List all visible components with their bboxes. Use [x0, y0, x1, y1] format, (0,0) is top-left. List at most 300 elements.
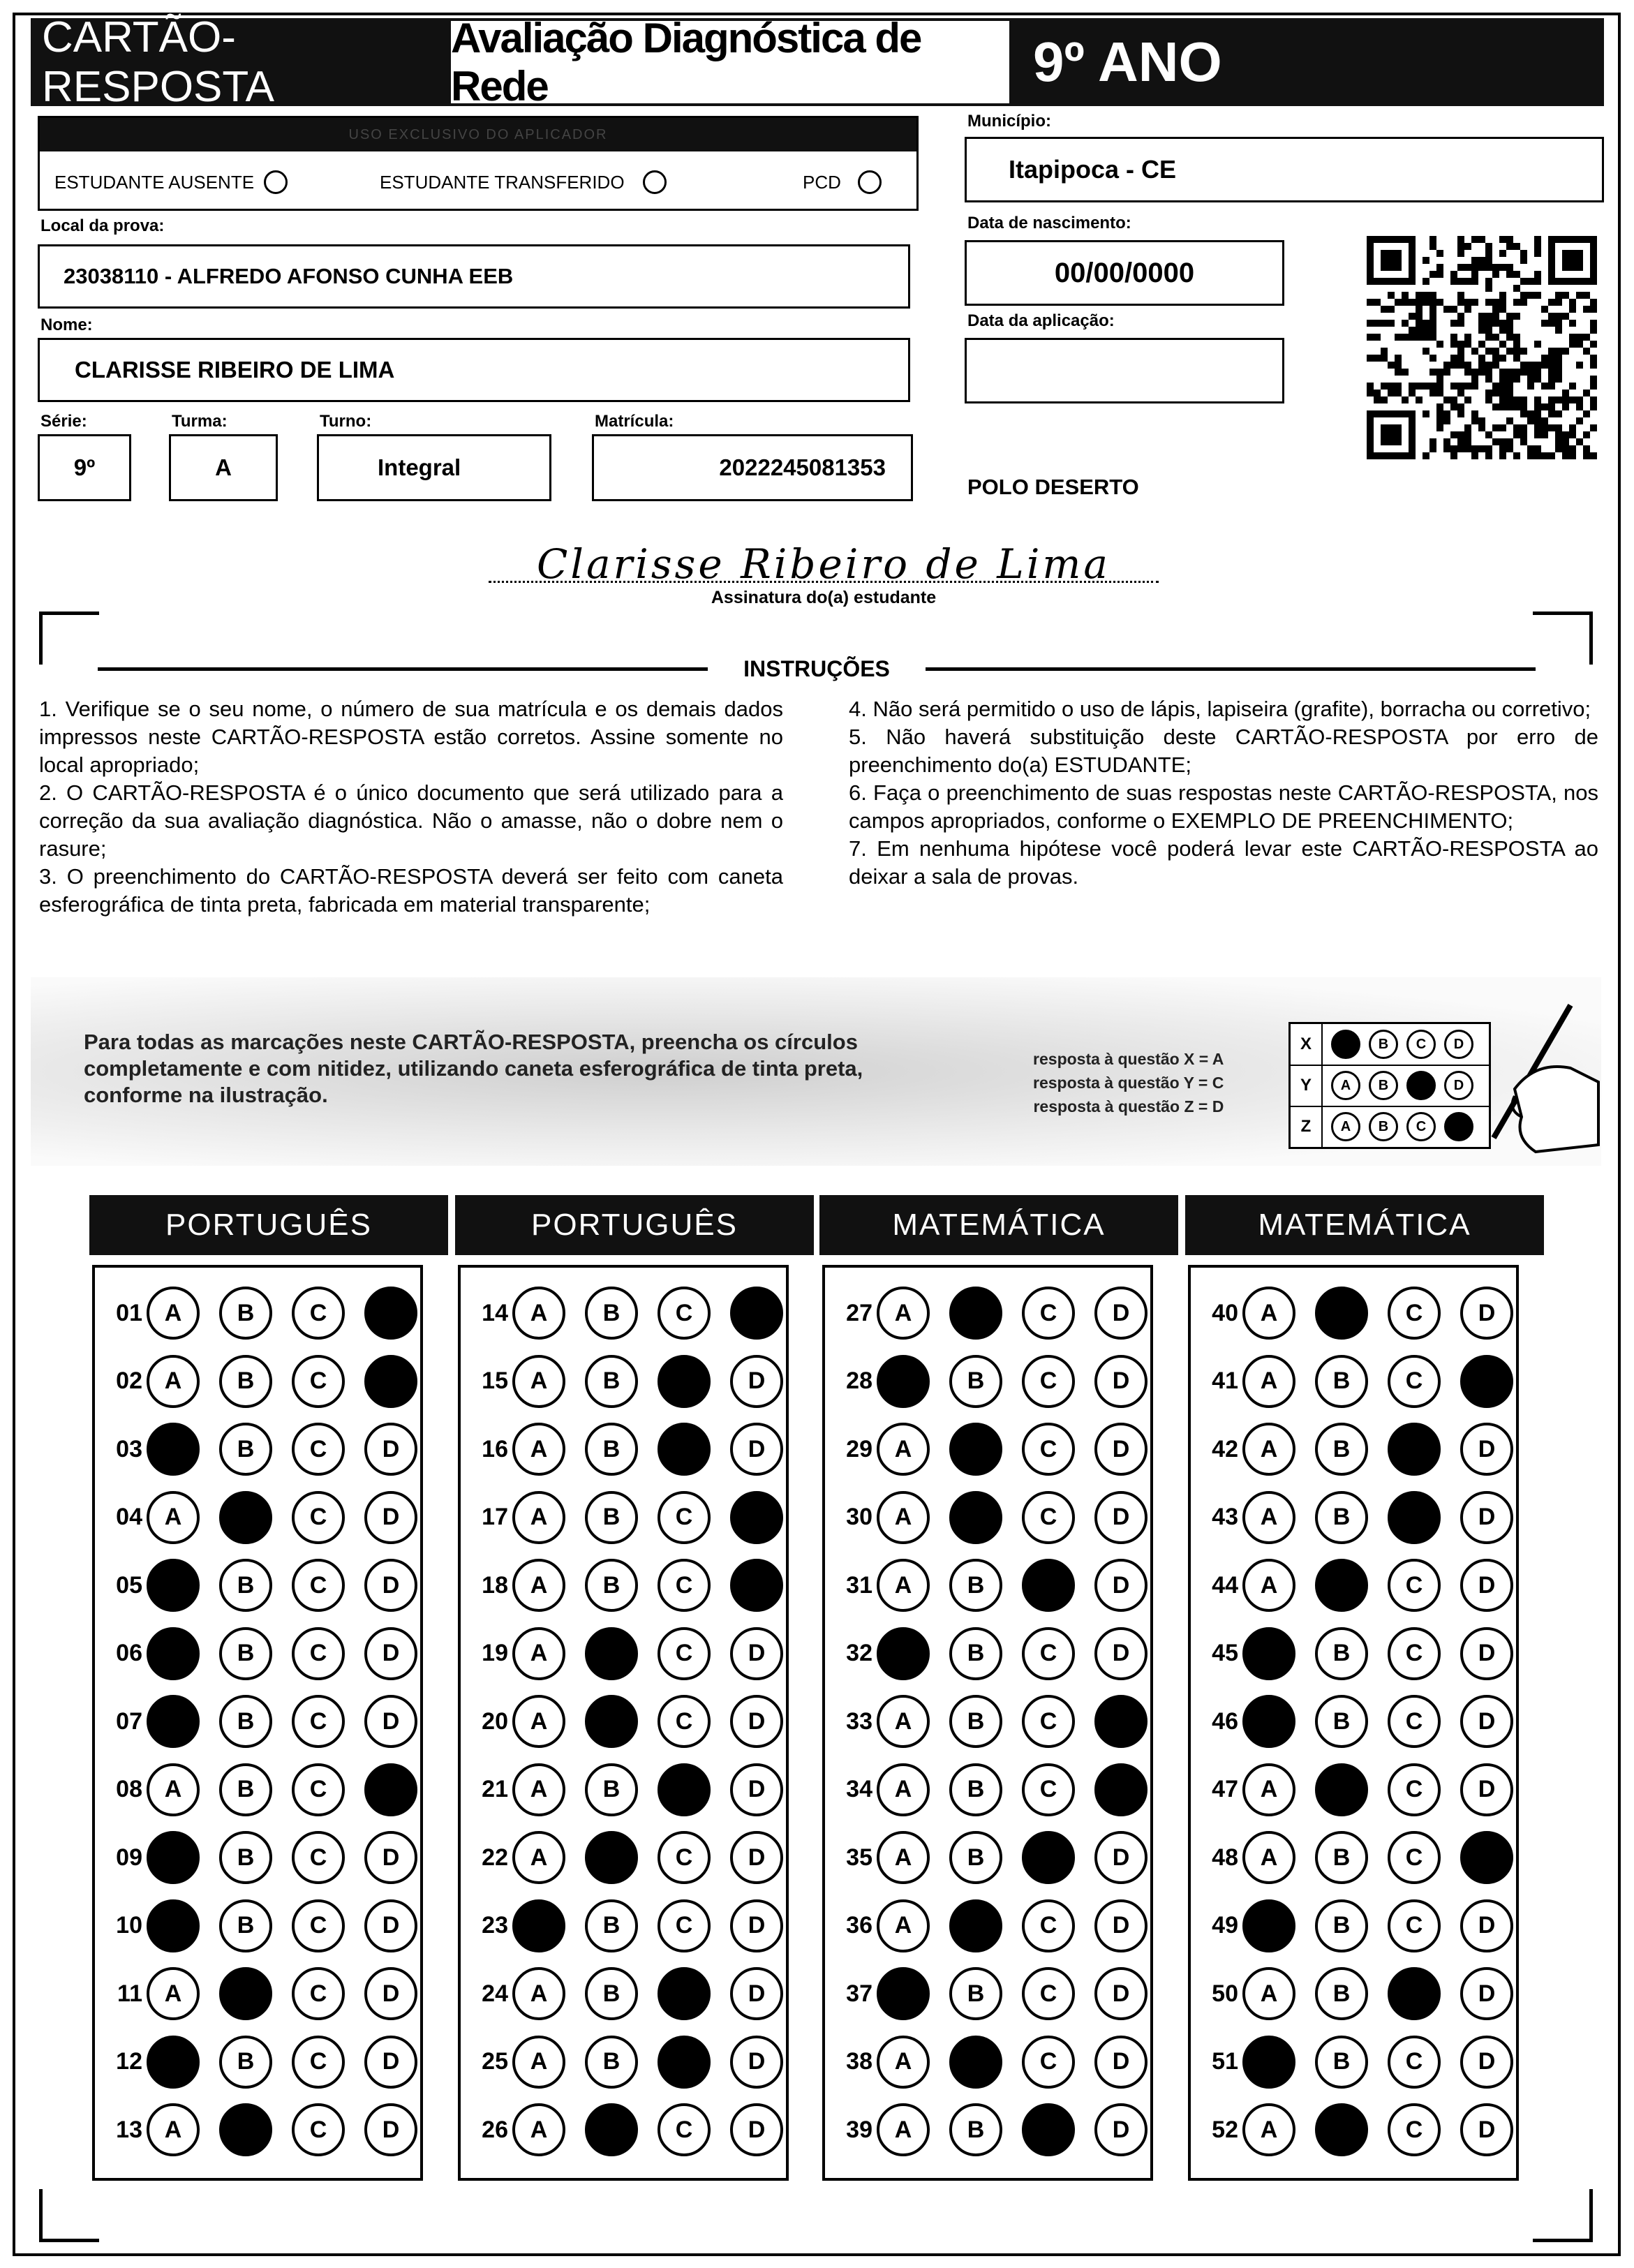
example-bubble-d: D — [1444, 1112, 1473, 1141]
answer-bubble-b[interactable]: B — [1315, 1287, 1368, 1340]
answer-bubble-b[interactable]: B — [585, 1695, 638, 1748]
answer-bubble-d[interactable]: D — [730, 1627, 783, 1680]
answer-bubble-a[interactable]: A — [512, 1559, 565, 1612]
answer-bubble-b[interactable]: B — [949, 1627, 1002, 1680]
transferred-option[interactable] — [380, 170, 667, 194]
matricula-label: Matrícula: — [595, 412, 674, 431]
answer-bubble-c[interactable]: C — [292, 1899, 345, 1952]
answer-bubble-c[interactable]: C — [658, 1559, 711, 1612]
question-number: 05 — [116, 1571, 142, 1599]
answer-bubble-b[interactable]: B — [219, 1355, 272, 1408]
question-number: 31 — [846, 1571, 872, 1599]
instruction-1: 1. Verifique se o seu nome, o número de sua matrícula e os demais dados impressos neste CARTÃO-RESPOSTA estão corretos. Assine somente no local apropriado; — [39, 697, 783, 777]
answer-bubble-a[interactable]: A — [147, 1423, 200, 1476]
answer-bubble-b[interactable]: B — [949, 2036, 1002, 2089]
answer-bubble-a[interactable]: A — [512, 1627, 565, 1680]
answer-bubble-a[interactable]: A — [1242, 1355, 1295, 1408]
answer-bubble-a[interactable]: A — [147, 2103, 200, 2156]
example-row-label: Y — [1291, 1065, 1323, 1106]
answer-bubble-c[interactable]: C — [658, 2103, 711, 2156]
answer-bubble-a[interactable]: A — [877, 1423, 930, 1476]
answer-bubble-d[interactable]: D — [1460, 1287, 1513, 1340]
question-number: 32 — [846, 1640, 872, 1666]
answer-bubble-c[interactable]: C — [658, 1899, 711, 1952]
answer-bubble-c[interactable]: C — [292, 1831, 345, 1884]
answer-bubble-a[interactable]: A — [877, 1831, 930, 1884]
answer-bubble-a[interactable]: A — [1242, 1695, 1295, 1748]
instructions-left — [39, 695, 783, 919]
answer-bubble-b[interactable]: B — [1315, 1627, 1368, 1680]
answer-bubble-c[interactable]: C — [658, 2036, 711, 2089]
question-row — [1191, 2098, 1533, 2161]
question-number: 01 — [116, 1299, 142, 1326]
question-row — [461, 1418, 803, 1481]
answer-bubble-a[interactable]: A — [512, 2103, 565, 2156]
answer-bubble-d[interactable]: D — [1460, 1763, 1513, 1816]
answer-bubble-b[interactable]: B — [219, 1423, 272, 1476]
answer-bubble-c[interactable]: C — [1022, 1355, 1075, 1408]
answer-bubble-b[interactable]: B — [949, 1763, 1002, 1816]
answer-bubble-a[interactable]: A — [147, 2036, 200, 2089]
answer-bubble-c[interactable]: C — [1022, 1559, 1075, 1612]
assessment-title: Avaliação Diagnóstica de Rede — [451, 21, 1009, 103]
answer-bubble-b[interactable]: B — [219, 1695, 272, 1748]
question-number: 12 — [116, 2048, 142, 2075]
answer-bubble-c[interactable]: C — [1388, 1899, 1441, 1952]
answer-bubble-c[interactable]: C — [292, 1967, 345, 2020]
answer-bubble-b[interactable]: B — [1315, 1763, 1368, 1816]
answer-bubble-c[interactable]: C — [1388, 1695, 1441, 1748]
answer-bubble-c[interactable]: C — [1022, 1423, 1075, 1476]
answer-bubble-a[interactable]: A — [147, 1831, 200, 1884]
bottom-corner-right — [1533, 2189, 1593, 2242]
answer-bubble-b[interactable]: B — [949, 1695, 1002, 1748]
answer-bubble-d[interactable]: D — [1094, 1967, 1147, 2020]
answer-bubble-a[interactable]: A — [512, 1967, 565, 2020]
answer-bubble-d[interactable]: D — [730, 1831, 783, 1884]
answer-column — [92, 1265, 423, 2181]
answer-bubble-a[interactable]: A — [1242, 1423, 1295, 1476]
answer-bubble-d[interactable]: D — [364, 1831, 417, 1884]
question-number: 19 — [482, 1640, 508, 1666]
answer-bubble-d[interactable]: D — [1460, 1491, 1513, 1544]
answer-bubble-c[interactable]: C — [292, 1491, 345, 1544]
answer-bubble-d[interactable]: D — [364, 1695, 417, 1748]
answer-bubble-d[interactable]: D — [1460, 1355, 1513, 1408]
municipio-value: Itapipoca - CE — [1009, 155, 1177, 184]
answer-bubble-b[interactable]: B — [1315, 1967, 1368, 2020]
question-row — [825, 1486, 1167, 1549]
answer-bubble-d[interactable]: D — [730, 2036, 783, 2089]
answer-bubble-b[interactable]: B — [949, 1967, 1002, 2020]
answer-bubble-d[interactable]: D — [1094, 1355, 1147, 1408]
answer-bubble-c[interactable]: C — [292, 1355, 345, 1408]
answer-bubble-d[interactable]: D — [364, 1423, 417, 1476]
question-number: 02 — [116, 1368, 142, 1394]
question-row — [95, 1895, 437, 1957]
question-number: 26 — [482, 2116, 508, 2143]
answer-bubble-b[interactable]: B — [1315, 1355, 1368, 1408]
answer-bubble-b[interactable]: B — [585, 1967, 638, 2020]
answer-bubble-a[interactable]: A — [877, 1491, 930, 1544]
answer-bubble-b[interactable]: B — [949, 2103, 1002, 2156]
polo-text: POLO DESERTO — [967, 475, 1139, 499]
answer-bubble-d[interactable]: D — [1094, 1695, 1147, 1748]
answer-bubble-a[interactable]: A — [512, 1355, 565, 1408]
answer-bubble-d[interactable]: D — [1460, 1423, 1513, 1476]
answer-bubble-d[interactable]: D — [1094, 1627, 1147, 1680]
answer-bubble-b[interactable]: B — [219, 1627, 272, 1680]
answer-bubble-a[interactable]: A — [147, 1355, 200, 1408]
answer-bubble-d[interactable]: D — [730, 1695, 783, 1748]
example-bubble-d: D — [1444, 1071, 1473, 1100]
answer-bubble-d[interactable]: D — [1460, 1967, 1513, 2020]
answer-bubble-d[interactable]: D — [364, 1899, 417, 1952]
answer-bubble-d[interactable]: D — [1094, 1423, 1147, 1476]
answer-bubble-d[interactable]: D — [364, 1287, 417, 1340]
answer-bubble-d[interactable]: D — [1094, 2036, 1147, 2089]
answer-bubble-d[interactable]: D — [1460, 1627, 1513, 1680]
answer-bubble-d[interactable]: D — [1460, 1831, 1513, 1884]
answer-bubble-d[interactable]: D — [730, 1763, 783, 1816]
answer-bubble-b[interactable]: B — [949, 1831, 1002, 1884]
instructions-corner-left — [39, 612, 99, 665]
answer-bubble-a[interactable]: A — [1242, 1559, 1295, 1612]
answer-bubble-a[interactable]: A — [147, 1967, 200, 2020]
answer-bubble-a[interactable]: A — [877, 1695, 930, 1748]
answer-bubble-b[interactable]: B — [585, 1287, 638, 1340]
answer-bubble-d[interactable]: D — [364, 2103, 417, 2156]
answer-bubble-c[interactable]: C — [658, 1763, 711, 1816]
hand-pen-illustration — [1452, 998, 1605, 1159]
question-row — [461, 1690, 803, 1753]
question-number: 49 — [1212, 1912, 1238, 1939]
answer-bubble-c[interactable]: C — [292, 1763, 345, 1816]
instructions-right — [849, 695, 1598, 891]
question-number: 13 — [116, 2116, 142, 2143]
application-field[interactable] — [965, 338, 1284, 403]
example-bubble-b: B — [1369, 1112, 1398, 1141]
answer-bubble-c[interactable]: C — [1022, 2103, 1075, 2156]
question-row — [461, 1758, 803, 1821]
answer-bubble-d[interactable]: D — [364, 1763, 417, 1816]
answer-bubble-a[interactable]: A — [512, 1287, 565, 1340]
answer-bubble-a[interactable]: A — [877, 1355, 930, 1408]
answer-bubble-d[interactable]: D — [1460, 1695, 1513, 1748]
question-number: 50 — [1212, 1980, 1238, 2007]
subject-title: PORTUGUÊS — [89, 1195, 448, 1255]
answer-bubble-b[interactable]: B — [949, 1423, 1002, 1476]
question-number: 23 — [482, 1912, 508, 1939]
answer-bubble-b[interactable]: B — [1315, 1491, 1368, 1544]
turno-label: Turno: — [320, 412, 372, 431]
answer-bubble-d[interactable]: D — [730, 2103, 783, 2156]
question-number: 14 — [482, 1299, 508, 1326]
answer-bubble-c[interactable]: C — [292, 2103, 345, 2156]
answer-bubble-a[interactable]: A — [512, 1831, 565, 1884]
answer-bubble-b[interactable]: B — [1315, 1899, 1368, 1952]
answer-bubble-d[interactable]: D — [730, 1423, 783, 1476]
pcd-circle[interactable] — [858, 170, 882, 194]
answer-bubble-a[interactable]: A — [512, 1423, 565, 1476]
answer-column — [1188, 1265, 1519, 2181]
answer-bubble-c[interactable]: C — [658, 1627, 711, 1680]
answer-bubble-d[interactable]: D — [1460, 1899, 1513, 1952]
answer-bubble-b[interactable]: B — [1315, 1559, 1368, 1612]
answer-bubble-b[interactable]: B — [949, 1491, 1002, 1544]
answer-bubble-a[interactable]: A — [1242, 1763, 1295, 1816]
location-label: Local da prova: — [40, 216, 165, 235]
absent-circle[interactable] — [264, 170, 288, 194]
question-number: 36 — [846, 1912, 872, 1939]
answer-bubble-c[interactable]: C — [1022, 1763, 1075, 1816]
question-number: 45 — [1212, 1640, 1238, 1666]
answer-bubble-b[interactable]: B — [585, 2036, 638, 2089]
answer-bubble-c[interactable]: C — [1022, 1967, 1075, 2020]
answer-bubble-c[interactable]: C — [658, 1287, 711, 1340]
answer-bubble-c[interactable]: C — [1022, 1287, 1075, 1340]
question-row — [825, 1758, 1167, 1821]
answer-bubble-c[interactable]: C — [1388, 1967, 1441, 2020]
question-row — [461, 1962, 803, 2025]
answer-bubble-a[interactable]: A — [877, 1627, 930, 1680]
question-row — [461, 1622, 803, 1685]
answer-bubble-d[interactable]: D — [1094, 2103, 1147, 2156]
answer-bubble-b[interactable]: B — [585, 1627, 638, 1680]
question-row — [95, 1622, 437, 1685]
answer-bubble-a[interactable]: A — [512, 1763, 565, 1816]
answer-bubble-d[interactable]: D — [730, 1559, 783, 1612]
answer-bubble-b[interactable]: B — [949, 1559, 1002, 1612]
answer-bubble-d[interactable]: D — [1460, 1559, 1513, 1612]
turma-field — [169, 434, 278, 501]
answer-bubble-a[interactable]: A — [147, 1287, 200, 1340]
answer-bubble-b[interactable]: B — [1315, 2103, 1368, 2156]
answer-bubble-c[interactable]: C — [1388, 1423, 1441, 1476]
question-number: 38 — [846, 2048, 872, 2075]
question-number: 24 — [482, 1980, 508, 2007]
answer-bubble-a[interactable]: A — [512, 2036, 565, 2089]
question-row — [95, 1282, 437, 1344]
answer-bubble-a[interactable]: A — [1242, 2103, 1295, 2156]
question-row — [95, 1350, 437, 1413]
answer-bubble-b[interactable]: B — [219, 1831, 272, 1884]
answer-bubble-d[interactable]: D — [364, 2036, 417, 2089]
absent-option[interactable] — [54, 170, 288, 194]
answer-bubble-c[interactable]: C — [658, 1695, 711, 1748]
question-row — [1191, 1962, 1533, 2025]
question-number: 34 — [846, 1776, 872, 1802]
answer-bubble-d[interactable]: D — [1094, 1559, 1147, 1612]
answer-bubble-d[interactable]: D — [1460, 2036, 1513, 2089]
answer-bubble-d[interactable]: D — [364, 1627, 417, 1680]
example-lines — [1033, 1047, 1224, 1118]
answer-bubble-c[interactable]: C — [292, 2036, 345, 2089]
instruction-2: 2. O CARTÃO-RESPOSTA é o único documento que será utilizado para a correção da sua avaliação diagnóstica. Não o amasse, não o dobre nem o rasure; — [39, 780, 783, 861]
answer-bubble-a[interactable]: A — [1242, 1899, 1295, 1952]
answer-bubble-d[interactable]: D — [364, 1559, 417, 1612]
answer-bubble-a[interactable]: A — [512, 1695, 565, 1748]
answer-bubble-d[interactable]: D — [364, 1355, 417, 1408]
question-number: 51 — [1212, 2048, 1238, 2075]
answer-bubble-d[interactable]: D — [1094, 1831, 1147, 1884]
answer-bubble-c[interactable]: C — [1388, 1287, 1441, 1340]
answer-bubble-c[interactable]: C — [1388, 1831, 1441, 1884]
signature-label: Assinatura do(a) estudante — [711, 588, 937, 607]
answer-bubble-d[interactable]: D — [1094, 1491, 1147, 1544]
answer-bubble-b[interactable]: B — [1315, 1831, 1368, 1884]
answer-bubble-a[interactable]: A — [1242, 1287, 1295, 1340]
example-bubble-a: A — [1331, 1112, 1360, 1141]
answer-bubble-b[interactable]: B — [1315, 1695, 1368, 1748]
question-row — [825, 1690, 1167, 1753]
turma-label: Turma: — [172, 412, 228, 431]
answer-bubble-b[interactable]: B — [219, 2103, 272, 2156]
answer-bubble-b[interactable]: B — [585, 2103, 638, 2156]
answer-bubble-a[interactable]: A — [877, 1559, 930, 1612]
answer-bubble-b[interactable]: B — [585, 1763, 638, 1816]
question-row — [825, 1622, 1167, 1685]
answer-bubble-c[interactable]: C — [1388, 1491, 1441, 1544]
question-row — [825, 2098, 1167, 2161]
answer-bubble-c[interactable]: C — [1022, 1831, 1075, 1884]
answer-bubble-d[interactable]: D — [730, 1967, 783, 2020]
answer-bubble-b[interactable]: B — [585, 1491, 638, 1544]
answer-bubble-c[interactable]: C — [292, 1627, 345, 1680]
answer-bubble-a[interactable]: A — [147, 1695, 200, 1748]
answer-bubble-a[interactable]: A — [512, 1491, 565, 1544]
answer-bubble-b[interactable]: B — [585, 1355, 638, 1408]
answer-column — [822, 1265, 1153, 2181]
signature: Clarisse Ribeiro de Lima — [537, 540, 1111, 588]
example-bubble-c: C — [1406, 1030, 1436, 1059]
answer-bubble-a[interactable]: A — [1242, 1627, 1295, 1680]
answer-bubble-a[interactable]: A — [1242, 2036, 1295, 2089]
answer-bubble-d[interactable]: D — [730, 1355, 783, 1408]
answer-bubble-b[interactable]: B — [1315, 2036, 1368, 2089]
question-number: 20 — [482, 1707, 508, 1735]
answer-bubble-b[interactable]: B — [219, 1967, 272, 2020]
answer-bubble-b[interactable]: B — [949, 1355, 1002, 1408]
answer-bubble-a[interactable]: A — [877, 1899, 930, 1952]
answer-bubble-d[interactable]: D — [730, 1287, 783, 1340]
answer-bubble-c[interactable]: C — [658, 1423, 711, 1476]
question-number: 30 — [846, 1504, 872, 1530]
answer-bubble-d[interactable]: D — [1094, 1763, 1147, 1816]
answer-bubble-c[interactable]: C — [1022, 1899, 1075, 1952]
answer-bubble-c[interactable]: C — [1388, 1627, 1441, 1680]
answer-bubble-c[interactable]: C — [1388, 1559, 1441, 1612]
question-number: 28 — [846, 1368, 872, 1394]
answer-bubble-c[interactable]: C — [1022, 1695, 1075, 1748]
answer-bubble-b[interactable]: B — [585, 1899, 638, 1952]
example-bubble-d: D — [1444, 1030, 1473, 1059]
example-bubble-b: B — [1369, 1030, 1398, 1059]
answer-bubble-b[interactable]: B — [949, 1899, 1002, 1952]
answer-bubble-c[interactable]: C — [292, 1287, 345, 1340]
question-row — [825, 1350, 1167, 1413]
answer-bubble-a[interactable]: A — [1242, 1831, 1295, 1884]
example-line-y: resposta à questão Y = C — [1033, 1074, 1224, 1092]
answer-bubble-a[interactable]: A — [1242, 1967, 1295, 2020]
answer-bubble-c[interactable]: C — [658, 1355, 711, 1408]
question-row — [825, 1826, 1167, 1889]
transferred-circle[interactable] — [643, 170, 667, 194]
question-number: 06 — [116, 1640, 142, 1666]
answer-bubble-c[interactable]: C — [1388, 2103, 1441, 2156]
question-number: 10 — [116, 1912, 142, 1939]
question-number: 52 — [1212, 2116, 1238, 2143]
answer-bubble-a[interactable]: A — [877, 1763, 930, 1816]
answer-bubble-a[interactable]: A — [147, 1627, 200, 1680]
answer-bubble-c[interactable]: C — [1388, 1355, 1441, 1408]
answer-bubble-c[interactable]: C — [292, 1695, 345, 1748]
instruction-7: 7. Em nenhuma hipótese você poderá levar este CARTÃO-RESPOSTA ao deixar a sala de provas. — [849, 836, 1598, 889]
answer-bubble-a[interactable]: A — [877, 2036, 930, 2089]
answer-bubble-b[interactable]: B — [219, 1763, 272, 1816]
answer-bubble-c[interactable]: C — [1022, 1627, 1075, 1680]
answer-bubble-a[interactable]: A — [512, 1899, 565, 1952]
answer-bubble-b[interactable]: B — [219, 1491, 272, 1544]
answer-bubble-c[interactable]: C — [292, 1559, 345, 1612]
answer-bubble-a[interactable]: A — [1242, 1491, 1295, 1544]
answer-bubble-b[interactable]: B — [585, 1559, 638, 1612]
answer-bubble-c[interactable]: C — [1022, 1491, 1075, 1544]
question-number: 04 — [116, 1504, 142, 1530]
question-row — [1191, 1486, 1533, 1549]
serie-field — [38, 434, 131, 501]
example-line-x: resposta à questão X = A — [1033, 1050, 1224, 1068]
answer-bubble-c[interactable]: C — [292, 1423, 345, 1476]
answer-bubble-d[interactable]: D — [1094, 1899, 1147, 1952]
answer-bubble-d[interactable]: D — [364, 1967, 417, 2020]
subject-title: MATEMÁTICA — [1185, 1195, 1544, 1255]
answer-bubble-c[interactable]: C — [658, 1967, 711, 2020]
answer-bubble-a[interactable]: A — [877, 2103, 930, 2156]
pcd-option[interactable] — [803, 170, 882, 194]
answer-bubble-c[interactable]: C — [1388, 1763, 1441, 1816]
matricula-value: 2022245081353 — [719, 454, 886, 480]
answer-bubble-c[interactable]: C — [1388, 2036, 1441, 2089]
name-label: Nome: — [40, 316, 93, 334]
grade-title: 9º ANO — [1033, 31, 1222, 93]
answer-bubble-a[interactable]: A — [147, 1491, 200, 1544]
answer-bubble-b[interactable]: B — [1315, 1423, 1368, 1476]
answer-bubble-b[interactable]: B — [219, 2036, 272, 2089]
answer-bubble-a[interactable]: A — [147, 1559, 200, 1612]
answer-bubble-a[interactable]: A — [147, 1899, 200, 1952]
answer-bubble-d[interactable]: D — [364, 1491, 417, 1544]
answer-bubble-b[interactable]: B — [585, 1423, 638, 1476]
answer-bubble-b[interactable]: B — [585, 1831, 638, 1884]
answer-bubble-c[interactable]: C — [658, 1831, 711, 1884]
answer-bubble-a[interactable]: A — [147, 1763, 200, 1816]
answer-bubble-c[interactable]: C — [1022, 2036, 1075, 2089]
answer-bubble-d[interactable]: D — [1460, 2103, 1513, 2156]
application-label: Data da aplicação: — [967, 311, 1115, 330]
answer-bubble-c[interactable]: C — [658, 1491, 711, 1544]
answer-bubble-b[interactable]: B — [949, 1287, 1002, 1340]
answer-bubble-b[interactable]: B — [219, 1899, 272, 1952]
answer-bubble-b[interactable]: B — [219, 1559, 272, 1612]
answer-bubble-d[interactable]: D — [1094, 1287, 1147, 1340]
answer-bubble-b[interactable]: B — [219, 1287, 272, 1340]
answer-bubble-d[interactable]: D — [730, 1899, 783, 1952]
answer-bubble-a[interactable]: A — [877, 1287, 930, 1340]
question-number: 22 — [482, 1844, 508, 1871]
answer-bubble-a[interactable]: A — [877, 1967, 930, 2020]
answer-bubble-d[interactable]: D — [730, 1491, 783, 1544]
